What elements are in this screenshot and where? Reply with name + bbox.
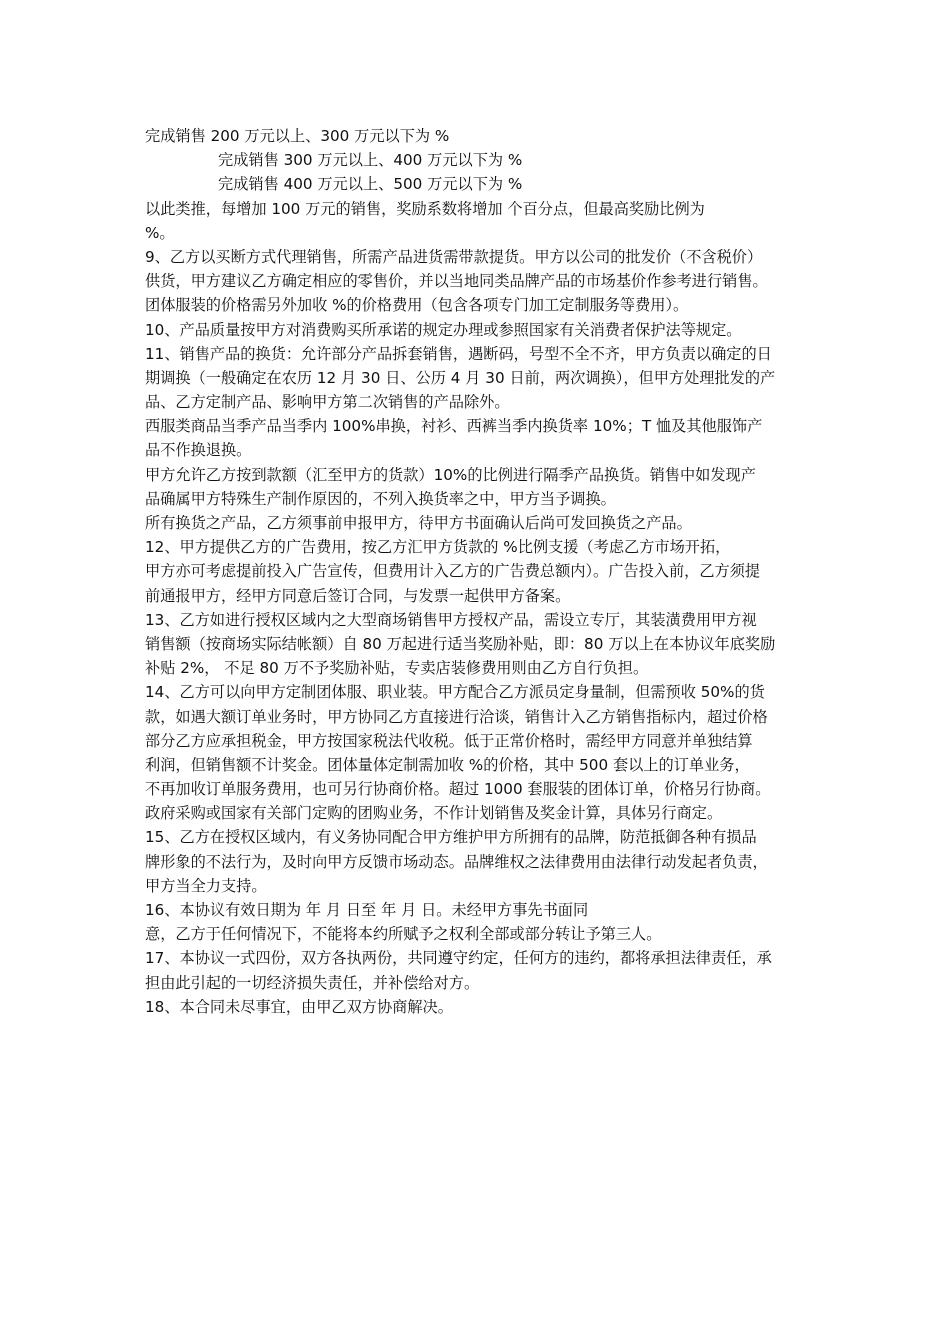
- text-line: 所有换货之产品，乙方须事前申报甲方，待甲方书面确认后尚可发回换货之产品。: [145, 514, 692, 532]
- text-line: 品不作换退换。: [145, 441, 252, 460]
- clause-15: 15、乙方在授权区域内，有义务协同配合甲方维护甲方所拥有的品牌，防范抵御各种有损品: [145, 828, 757, 847]
- text-line: 以此类推，每增加 100 万元的销售，奖励系数将增加 个百分点，但最高奖励比例为: [145, 199, 705, 218]
- contract-document: [145, 124, 825, 1019]
- clause-18: 18、本合同未尽事宜，由甲乙双方协商解决。: [145, 997, 453, 1016]
- text-line: 意，乙方于任何情况下，不能将本约所赋予之权利全部或部分转让予第三人。: [145, 925, 662, 944]
- text-line: 甲方亦可考虑提前投入广告宣传，但费用计入乙方的广告费总额内）。广告投入前，乙方须提: [145, 562, 761, 581]
- text-line: 供货，甲方建议乙方确定相应的零售价，并以当地同类品牌产品的市场基价作参考进行销售。: [145, 272, 768, 291]
- text-line: 前通报甲方，经甲方同意后签订合同，与发票一起供甲方备案。: [145, 586, 571, 605]
- clause-13: 13、乙方如进行授权区域内之大型商场销售甲方授权产品，需设立专厅，其装潢费用甲方视: [145, 610, 757, 629]
- clause-11: 11、销售产品的换货：允许部分产品拆套销售，遇断码，号型不全不齐，甲方负责以确定的日: [145, 344, 772, 363]
- text-line: 完成销售 400 万元以上、500 万元以下为 %: [218, 175, 523, 194]
- text-line: 政府采购或国家有关部门定购的团购业务，不作计划销售及奖金计算，具体另行商定。: [145, 804, 723, 823]
- clause-12: 12、甲方提供乙方的广告费用，按乙方汇甲方货款的 %比例支援（考虑乙方市场开拓，: [145, 538, 731, 557]
- text-line: 完成销售 200 万元以上、300 万元以下为 %: [145, 127, 450, 145]
- clause-16: 16、本协议有效日期为 年 月 日至 年 月 日。未经甲方事先书面同: [145, 901, 589, 919]
- text-line: 不再加收订单服务费用，也可另行协商价格。超过 1000 套服装的团体订单，价格另行协商。: [145, 780, 771, 799]
- text-line: %。: [145, 223, 175, 242]
- text-line: 完成销售 300 万元以上、400 万元以下为 %: [218, 151, 523, 170]
- clause-17: 17、本协议一式四份，双方各执两份，共同遵守约定，任何方的违约，都将承担法律责任，承: [145, 949, 772, 968]
- text-line: 款，如遇大额订单业务时，甲方协同乙方直接进行洽谈，销售计入乙方销售指标内，超过价格: [145, 707, 768, 726]
- text-line: 品、乙方定制产品、影响甲方第二次销售的产品除外。: [145, 393, 510, 412]
- text-line: 牌形象的不法行为，及时向甲方反馈市场动态。品牌维权之法律费用由法律行动发起者负责，: [145, 852, 768, 871]
- text-line: 利润，但销售额不计奖金。团体量体定制需加收 %的价格，其中 500 套以上的订单业务，: [145, 755, 750, 774]
- text-line: 甲方当全力支持。: [145, 876, 267, 895]
- text-line: 甲方允许乙方按到款额（汇至甲方的货款）10%的比例进行隔季产品换货。销售中如发现产: [145, 465, 756, 484]
- clause-14: 14、乙方可以向甲方定制团体服、职业装。甲方配合乙方派员定身量制，但需预收 50%的货: [145, 683, 765, 702]
- text-line: 补贴 2%， 不足 80 万不予奖励补贴，专卖店装修费用则由乙方自行负担。: [145, 659, 649, 678]
- text-line: 期调换（一般确定在农历 12 月 30 日、公历 4 月 30 日前，两次调换），但甲方处理批发的产: [145, 368, 776, 387]
- clause-9: 9、乙方以买断方式代理销售，所需产品进货需带款提货。甲方以公司的批发价（不含税价）: [145, 247, 763, 266]
- text-line: 西服类商品当季产品当季内 100%串换，衬衫、西裤当季内换货率 10%；T 恤及其他服饰产: [145, 417, 763, 436]
- clause-10: 10、产品质量按甲方对消费购买所承诺的规定办理或参照国家有关消费者保护法等规定。: [145, 320, 742, 339]
- text-line: 团体服装的价格需另外加收 %的价格费用（包含各项专门加工定制服务等费用）。: [145, 296, 689, 315]
- text-line: 销售额（按商场实际结帐额）自 80 万起进行适当奖励补贴，即：80 万以上在本协议年底奖励: [145, 634, 776, 653]
- text-line: 品确属甲方特殊生产制作原因的，不列入换货率之中，甲方当予调换。: [145, 489, 616, 508]
- text-line: 担由此引起的一切经济损失责任，并补偿给对方。: [145, 973, 480, 992]
- text-line: 部分乙方应承担税金，甲方按国家税法代收税。低于正常价格时，需经甲方同意并单独结算: [145, 731, 753, 750]
